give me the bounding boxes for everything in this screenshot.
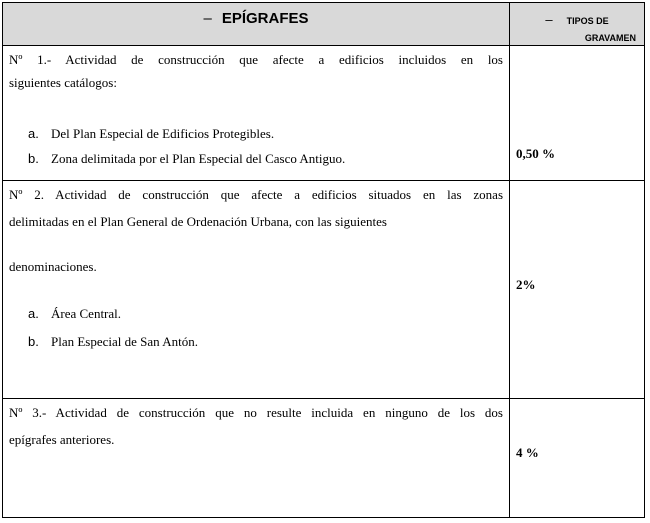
table-row-2-description — [2, 181, 510, 399]
header-right-dash: – — [545, 12, 553, 27]
table-row-2-rate — [510, 181, 645, 399]
table-row-3-rate — [510, 399, 645, 518]
item-text: Zona delimitada por el Plan Especial del Casco Antiguo. — [51, 151, 346, 166]
row-3-rate: 4 % — [516, 445, 539, 460]
row-1-rate: 0,50 % — [516, 146, 555, 161]
header-dash: – — [203, 10, 212, 27]
row-2-line-3: denominaciones. — [9, 259, 97, 274]
row-3-line-1: Nº 3.- Actividad de construcción que no resulte incluida en ninguno de los dos — [9, 405, 503, 420]
row-1-item-b — [28, 151, 345, 167]
item-marker: b. — [28, 334, 39, 349]
table-row-1-rate — [510, 46, 645, 181]
header-right-line1: TIPOS DE — [566, 16, 609, 26]
item-marker: b. — [28, 151, 39, 166]
item-text: Plan Especial de San Antón. — [51, 334, 198, 349]
row-1-line-2: siguientes catálogos: — [9, 75, 117, 90]
header-title — [3, 10, 509, 27]
table-row-3-description — [2, 399, 510, 518]
row-1-item-a — [28, 126, 274, 142]
header-epigrafes — [2, 2, 510, 46]
tax-table — [2, 2, 645, 518]
row-1-line-1: Nº 1.- Actividad de construcción que afecte a edificios incluidos en los — [9, 52, 503, 67]
item-marker: a. — [28, 306, 39, 321]
row-2-item-b — [28, 334, 198, 350]
row-2-line-2: delimitadas en el Plan General de Ordenación Urbana, con las siguientes — [9, 214, 387, 229]
row-2-item-a — [28, 306, 121, 322]
header-right-line2: GRAVAMEN — [584, 33, 636, 43]
row-2-line-1: Nº 2. Actividad de construcción que afecte a edificios situados en las zonas — [9, 187, 503, 202]
row-2-rate: 2% — [516, 277, 536, 292]
header-title-text: EPÍGRAFES — [221, 10, 309, 27]
row-3-line-2: epígrafes anteriores. — [9, 432, 115, 447]
table-row-1-description — [2, 46, 510, 181]
item-text: Del Plan Especial de Edificios Protegibles. — [51, 126, 275, 141]
item-marker: a. — [28, 126, 39, 141]
item-text: Área Central. — [51, 306, 122, 321]
header-tipos-gravamen — [510, 2, 645, 46]
